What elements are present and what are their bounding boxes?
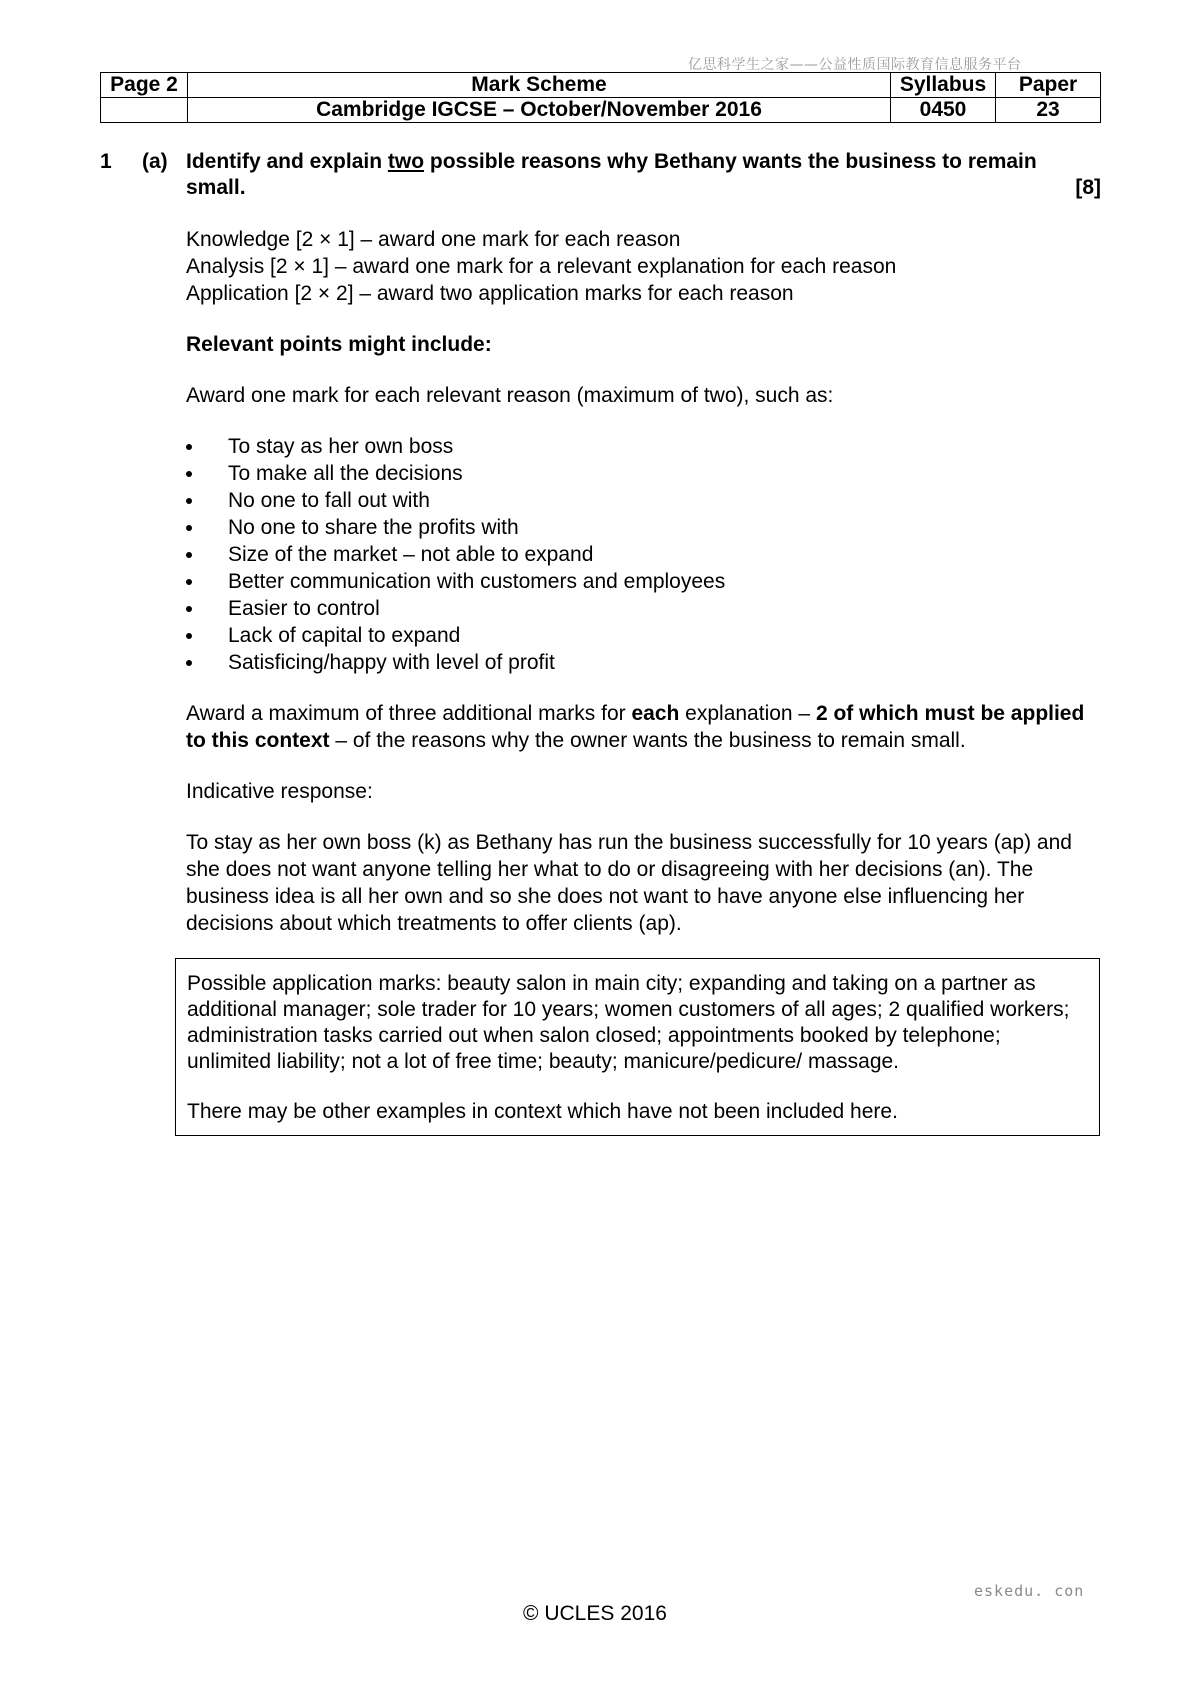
bullet-icon <box>186 525 192 531</box>
question-text-underlined: two <box>387 150 425 173</box>
award-max-bold2: 2 of which must be applied to this context <box>186 702 1085 752</box>
syllabus-label: Syllabus <box>891 73 996 98</box>
list-item <box>186 487 1101 514</box>
document-subtitle: Cambridge IGCSE – October/November 2016 <box>188 98 891 123</box>
page-number: Page 2 <box>101 73 188 98</box>
application-marks-text: Possible application marks: beauty salon in main city; expanding and taking on a partner as additional manager; sole trader for 10 years; women customers of all ages; 2 qualified workers; administration tasks carried out when salon closed; appointments booked by telephone; unlimited liability; not a lot of free time; beauty; manicure/pedicure/ massage. <box>187 972 1070 1073</box>
award-max-bold1: each <box>631 702 680 725</box>
indicative-label: Indicative response: <box>186 780 373 803</box>
list-item <box>186 622 1101 649</box>
bullet-icon <box>186 471 192 477</box>
award-max-paragraph <box>186 700 1101 754</box>
other-examples-text: There may be other examples in context which have not been included here. <box>187 1100 898 1123</box>
copyright-footer: © UCLES 2016 <box>523 1602 667 1625</box>
list-item <box>186 649 1101 676</box>
award-intro: Award one mark for each relevant reason (maximum of two), such as: <box>186 384 834 407</box>
list-item-text: No one to fall out with <box>228 489 430 512</box>
question-text <box>186 149 1101 201</box>
list-item-text: Easier to control <box>228 597 380 620</box>
mark-scheme-content <box>186 226 1101 937</box>
bullet-icon <box>186 444 192 450</box>
list-item <box>186 433 1101 460</box>
paper-number: 23 <box>996 98 1101 123</box>
list-item-text: To stay as her own boss <box>228 435 454 458</box>
list-item <box>186 568 1101 595</box>
list-item <box>186 460 1101 487</box>
criteria-application: Application [2 × 2] – award two application marks for each reason <box>186 282 794 305</box>
header-empty-cell <box>101 98 188 123</box>
document-title: Mark Scheme <box>188 73 891 98</box>
question-part: (a) <box>142 150 168 173</box>
application-marks-box <box>175 958 1100 1136</box>
question-number: 1 <box>100 150 112 173</box>
list-item <box>186 514 1101 541</box>
question-marks: [8] <box>1075 176 1101 199</box>
list-item-text: Lack of capital to expand <box>228 624 461 647</box>
paper-label: Paper <box>996 73 1101 98</box>
bullet-icon <box>186 579 192 585</box>
bullet-icon <box>186 606 192 612</box>
award-max-part1: Award a maximum of three additional marks for <box>186 702 632 725</box>
question-text-after: possible reasons why Bethany wants the business to remain small. <box>186 150 1037 199</box>
watermark-top: 亿思科学生之家——公益性质国际教育信息服务平台 <box>688 57 1022 73</box>
bullet-icon <box>186 552 192 558</box>
award-max-part3: – of the reasons why the owner wants the business to remain small. <box>329 729 966 752</box>
list-item <box>186 541 1101 568</box>
bullet-icon <box>186 660 192 666</box>
list-item-text: Better communication with customers and employees <box>228 570 726 593</box>
criteria-knowledge: Knowledge [2 × 1] – award one mark for each reason <box>186 228 681 251</box>
list-item-text: Satisficing/happy with level of profit <box>228 651 555 674</box>
header-table <box>100 72 1101 123</box>
list-item-text: Size of the market – not able to expand <box>228 543 594 566</box>
bullet-icon <box>186 633 192 639</box>
award-max-part2: explanation – <box>679 702 816 725</box>
bullet-icon <box>186 498 192 504</box>
question-text-before: Identify and explain <box>186 150 388 173</box>
list-item <box>186 595 1101 622</box>
indicative-response: To stay as her own boss (k) as Bethany has run the business successfully for 10 years (ap) and she does not want anyone telling her what to do or disagreeing with her decisions (an). The business idea is all her own and so she does not want to have anyone else influencing her decisions about which treatments to offer clients (ap). <box>186 831 1072 935</box>
list-item-text: No one to share the profits with <box>228 516 519 539</box>
relevant-points-heading: Relevant points might include: <box>186 333 492 356</box>
list-item-text: To make all the decisions <box>228 462 463 485</box>
watermark-bottom: eskedu. con <box>974 1582 1085 1600</box>
syllabus-code: 0450 <box>891 98 996 123</box>
points-list <box>186 433 1101 676</box>
criteria-analysis: Analysis [2 × 1] – award one mark for a relevant explanation for each reason <box>186 255 897 278</box>
